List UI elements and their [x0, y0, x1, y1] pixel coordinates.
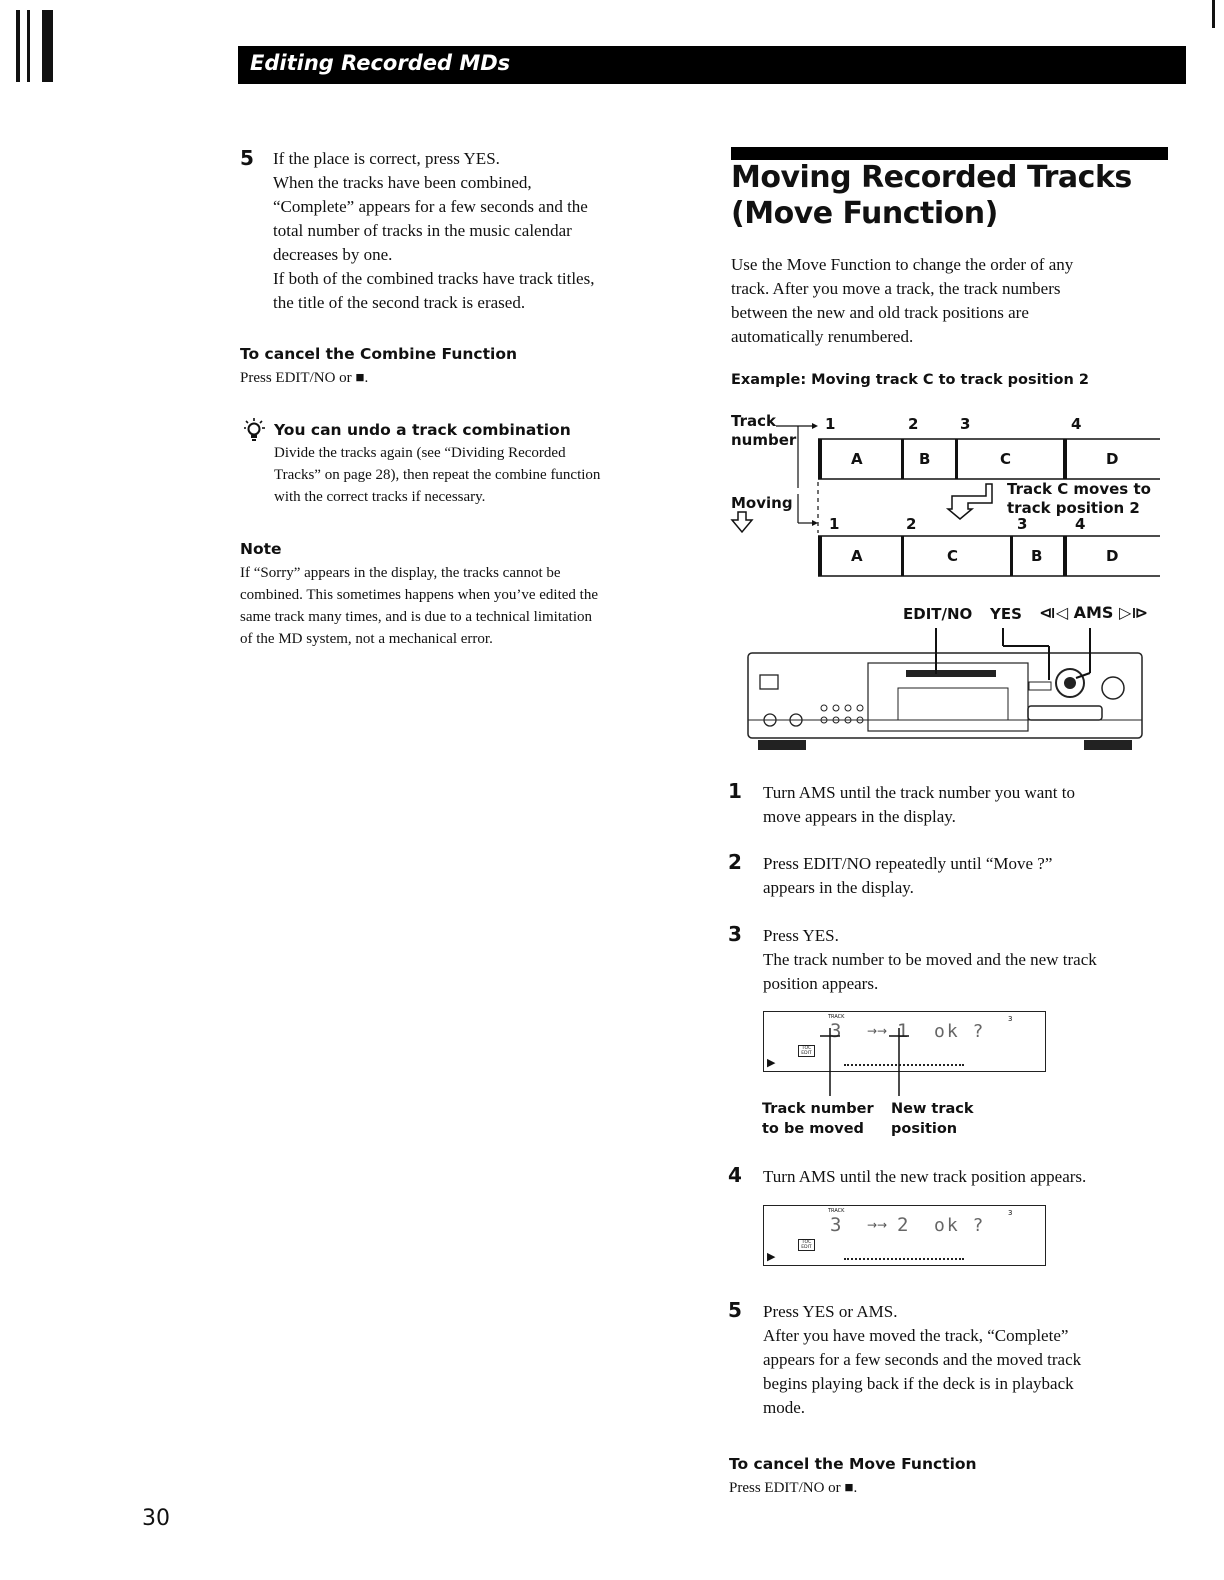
cancel-move-heading: To cancel the Move Function	[729, 1455, 977, 1473]
top-track-number: 4	[1071, 415, 1082, 433]
bottom-track-block: B	[1031, 547, 1043, 565]
lcd-ok-prompt: ok ?	[934, 1215, 986, 1236]
lcd-corner: 3	[1008, 1209, 1013, 1217]
binding-mark	[27, 10, 30, 82]
step-number: 5	[728, 1298, 742, 1322]
example-label: Example: Moving track C to track position 2	[731, 372, 1089, 388]
note-heading: Note	[240, 540, 282, 558]
page-number: 30	[142, 1506, 170, 1531]
callout-new-position: New track position	[891, 1101, 974, 1137]
moving-label: Moving	[731, 494, 793, 512]
md-deck-illustration	[746, 628, 1146, 756]
play-icon: ▶	[767, 1056, 776, 1069]
step-number: 1	[728, 779, 742, 803]
bottom-track-number: 1	[829, 515, 840, 533]
cancel-combine-text: Press EDIT/NO or ■.	[240, 370, 369, 386]
step-4-text: Turn AMS until the new track position appears.	[763, 1167, 1087, 1186]
step-number: 3	[728, 922, 742, 946]
lcd-to-track: 1	[897, 1020, 909, 1042]
section-header	[238, 46, 1186, 84]
tip-bulb-icon	[244, 418, 268, 444]
lcd-arrows: →→	[867, 1024, 888, 1038]
play-icon: ▶	[767, 1250, 776, 1263]
top-track-block: B	[919, 450, 931, 468]
step-5-right-text: Press YES or AMS. After you have moved the track, “Complete” appears for a few seconds and the moved track begins playing back if the deck is in playback mode.	[763, 1302, 1082, 1417]
edge-mark	[1212, 0, 1215, 28]
lcd-from-track: 3	[830, 1214, 842, 1236]
step-3-text: Press YES. The track number to be moved and the new track position appears.	[763, 926, 1097, 993]
step-5-text: If the place is correct, press YES. When the tracks have been combined, “Complete” appears for a few seconds and the total number of tracks in the music calendar decreases by one. If both of the combined tracks have track titles, the title of the second track is erased.	[273, 149, 595, 312]
callout-track-to-move: Track number to be moved	[762, 1101, 874, 1137]
top-track-block: D	[1106, 450, 1119, 468]
ams-label: ⧏◁ AMS ▷⧐	[1039, 603, 1149, 622]
bottom-track-number: 4	[1075, 515, 1086, 533]
next-track-icon: ▷⧐	[1119, 603, 1149, 622]
step-number: 4	[728, 1163, 742, 1187]
top-track-number: 3	[960, 415, 971, 433]
tip-text: Divide the tracks again (see “Dividing Recorded Tracks” on page 28), then repeat the combine function with the correct tracks if necessary.	[274, 445, 601, 505]
tip-heading: You can undo a track combination	[274, 421, 571, 439]
step-2-text: Press EDIT/NO repeatedly until “Move ?” appears in the display.	[763, 854, 1053, 897]
cancel-move-text: Press EDIT/NO or ■.	[729, 1480, 858, 1496]
note-text: If “Sorry” appears in the display, the tracks cannot be combined. This sometimes happens when you’ve edited the same track many times, and is due to a technical limitation of the MD system, not a mechanical error.	[240, 565, 598, 647]
bottom-track-block: C	[947, 547, 959, 565]
intro-text: Use the Move Function to change the order of any track. After you move a track, the track numbers between the new and old track positions are automatically renumbered.	[731, 255, 1074, 346]
bottom-track-number: 3	[1017, 515, 1028, 533]
lcd-to-track: 2	[897, 1214, 909, 1236]
move-annotation: Track C moves to track position 2	[1007, 480, 1151, 517]
step-number: 5	[240, 146, 254, 170]
lcd-callout-lines	[815, 1026, 925, 1098]
edit-no-label: EDIT/NO	[903, 605, 973, 623]
track-number-label: Track number	[731, 412, 797, 449]
bottom-track-block: D	[1106, 547, 1119, 565]
binding-mark	[42, 10, 53, 82]
track-tag: TRACK	[828, 1208, 845, 1214]
top-track-block: C	[1000, 450, 1012, 468]
bottom-track-block: A	[851, 547, 863, 565]
section-title: Editing Recorded MDs	[250, 51, 511, 75]
toc-edit-indicator: TOC EDIT	[798, 1045, 815, 1057]
lcd-display	[763, 1205, 1046, 1266]
binding-mark	[16, 10, 20, 82]
lcd-from-track: 3	[830, 1020, 842, 1042]
yes-label: YES	[990, 605, 1022, 623]
track-tag: TRACK	[828, 1014, 845, 1020]
toc-edit-indicator: TOC EDIT	[798, 1239, 815, 1251]
lcd-ok-prompt: ok ?	[934, 1021, 986, 1042]
lcd-corner: 3	[1008, 1015, 1013, 1023]
bottom-track-number: 2	[906, 515, 917, 533]
step-1-text: Turn AMS until the track number you want to move appears in the display.	[763, 783, 1075, 826]
lcd-arrows: →→	[867, 1218, 888, 1232]
page-title: Moving Recorded Tracks (Move Function)	[731, 160, 1132, 231]
top-track-number: 2	[908, 415, 919, 433]
top-track-block: A	[851, 450, 863, 468]
cancel-combine-heading: To cancel the Combine Function	[240, 345, 518, 363]
prev-track-icon: ⧏◁	[1039, 603, 1069, 622]
lcd-music-calendar	[844, 1258, 964, 1260]
top-track-number: 1	[825, 415, 836, 433]
title-rule	[731, 147, 1168, 160]
step-number: 2	[728, 850, 742, 874]
